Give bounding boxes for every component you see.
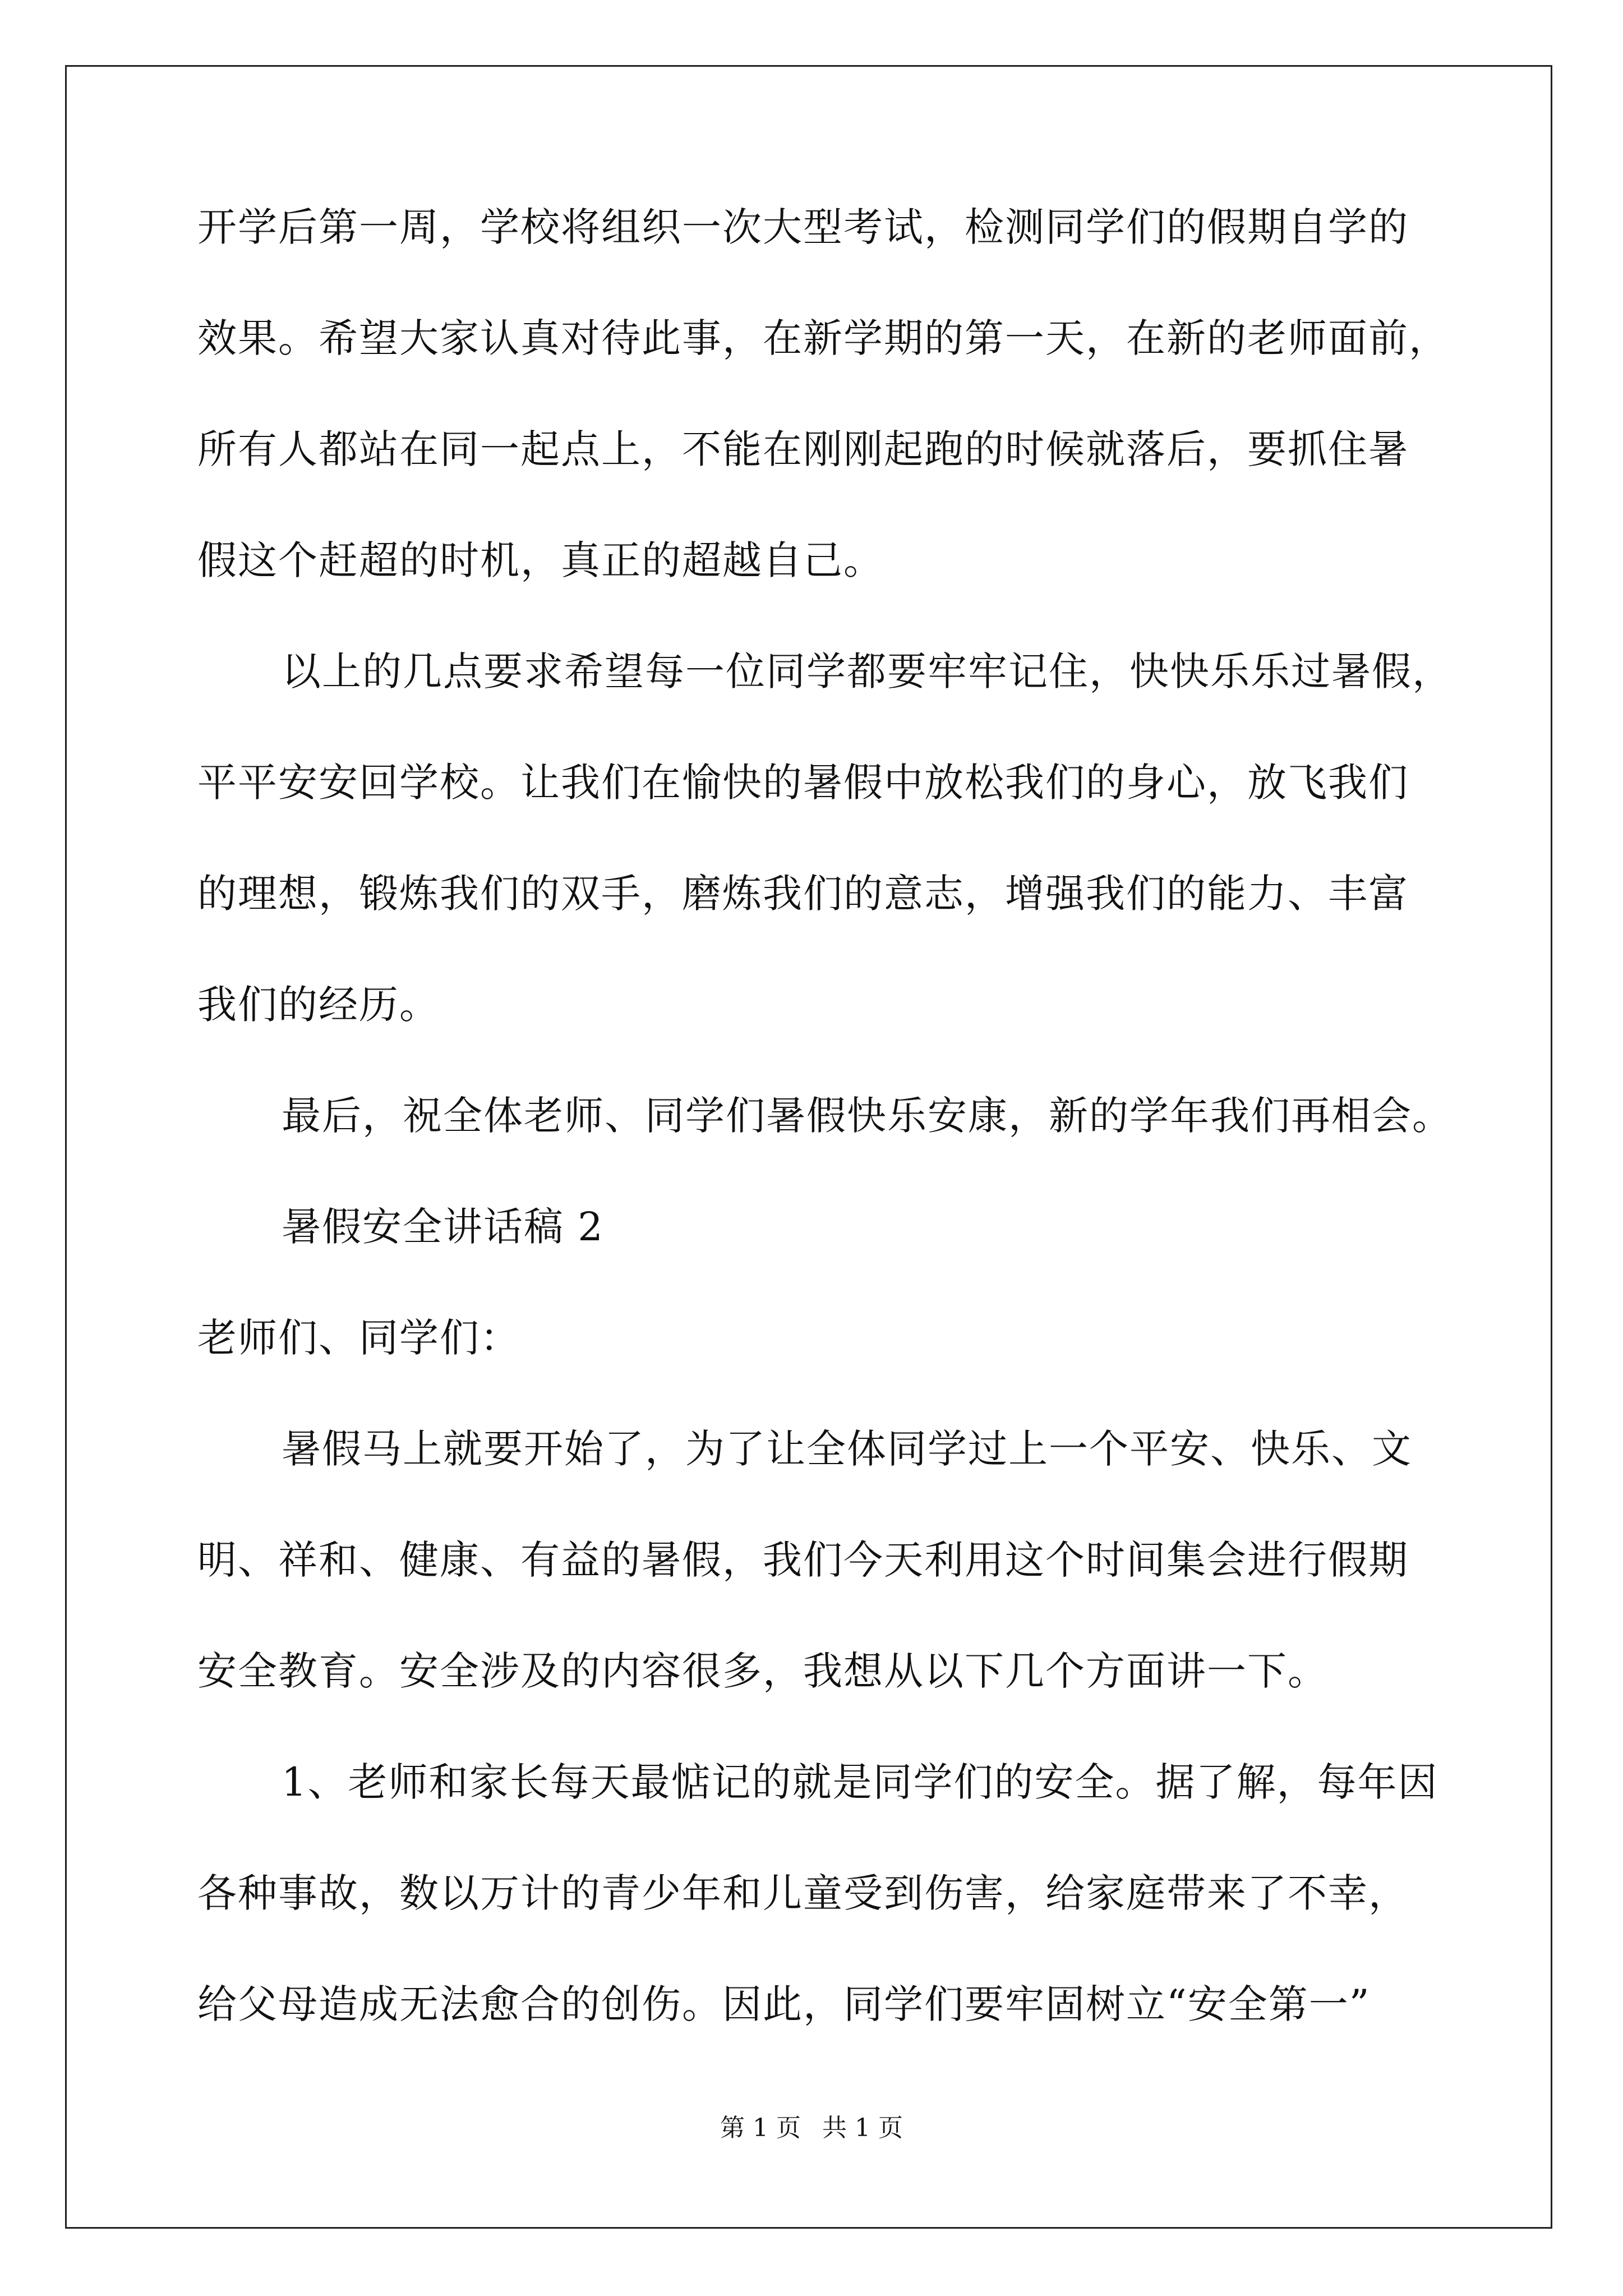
page-total: 共 1 页 bbox=[822, 2114, 903, 2142]
salutation: 老师们、同学们： bbox=[197, 1315, 520, 1361]
paragraph-start-line: 以上的几点要求希望每一位同学都要牢牢记住，快快乐乐过暑假， bbox=[282, 648, 1453, 694]
page-number: 第 1 页 bbox=[720, 2114, 801, 2142]
body-line: 所有人都站在同一起点上，不能在刚刚起跑的时候就落后，要抓住暑 bbox=[197, 426, 1409, 472]
paragraph-start-line: 暑假马上就要开始了，为了让全体同学过上一个平安、快乐、文 bbox=[282, 1426, 1412, 1472]
body-line: 安全教育。安全涉及的内容很多，我想从以下几个方面讲一下。 bbox=[197, 1648, 1328, 1694]
paragraph-start-line: 1、老师和家长每天最惦记的就是同学们的安全。据了解，每年因 bbox=[282, 1759, 1438, 1805]
body-line: 给父母造成无法愈合的创伤。因此，同学们要牢固树立“安全第一” bbox=[197, 1981, 1371, 2027]
body-line: 开学后第一周，学校将组织一次大型考试，检测同学们的假期自学的 bbox=[197, 204, 1409, 250]
body-line: 平平安安回学校。让我们在愉快的暑假中放松我们的身心，放飞我们 bbox=[197, 760, 1409, 806]
body-line: 的理想，锻炼我们的双手，磨炼我们的意志，增强我们的能力、丰富 bbox=[197, 871, 1409, 917]
body-line: 各种事故，数以万计的青少年和儿童受到伤害，给家庭带来了不幸， bbox=[197, 1870, 1409, 1916]
section-heading: 暑假安全讲话稿 2 bbox=[282, 1204, 604, 1250]
body-line: 效果。希望大家认真对待此事，在新学期的第一天，在新的老师面前， bbox=[197, 315, 1449, 361]
body-line: 我们的经历。 bbox=[197, 982, 440, 1028]
body-line: 假这个赶超的时机，真正的超越自己。 bbox=[197, 537, 884, 583]
page-footer bbox=[0, 2111, 1623, 2145]
paragraph-start-line: 最后，祝全体老师、同学们暑假快乐安康，新的学年我们再相会。 bbox=[282, 1093, 1453, 1139]
body-line: 明、祥和、健康、有益的暑假，我们今天利用这个时间集会进行假期 bbox=[197, 1537, 1409, 1583]
